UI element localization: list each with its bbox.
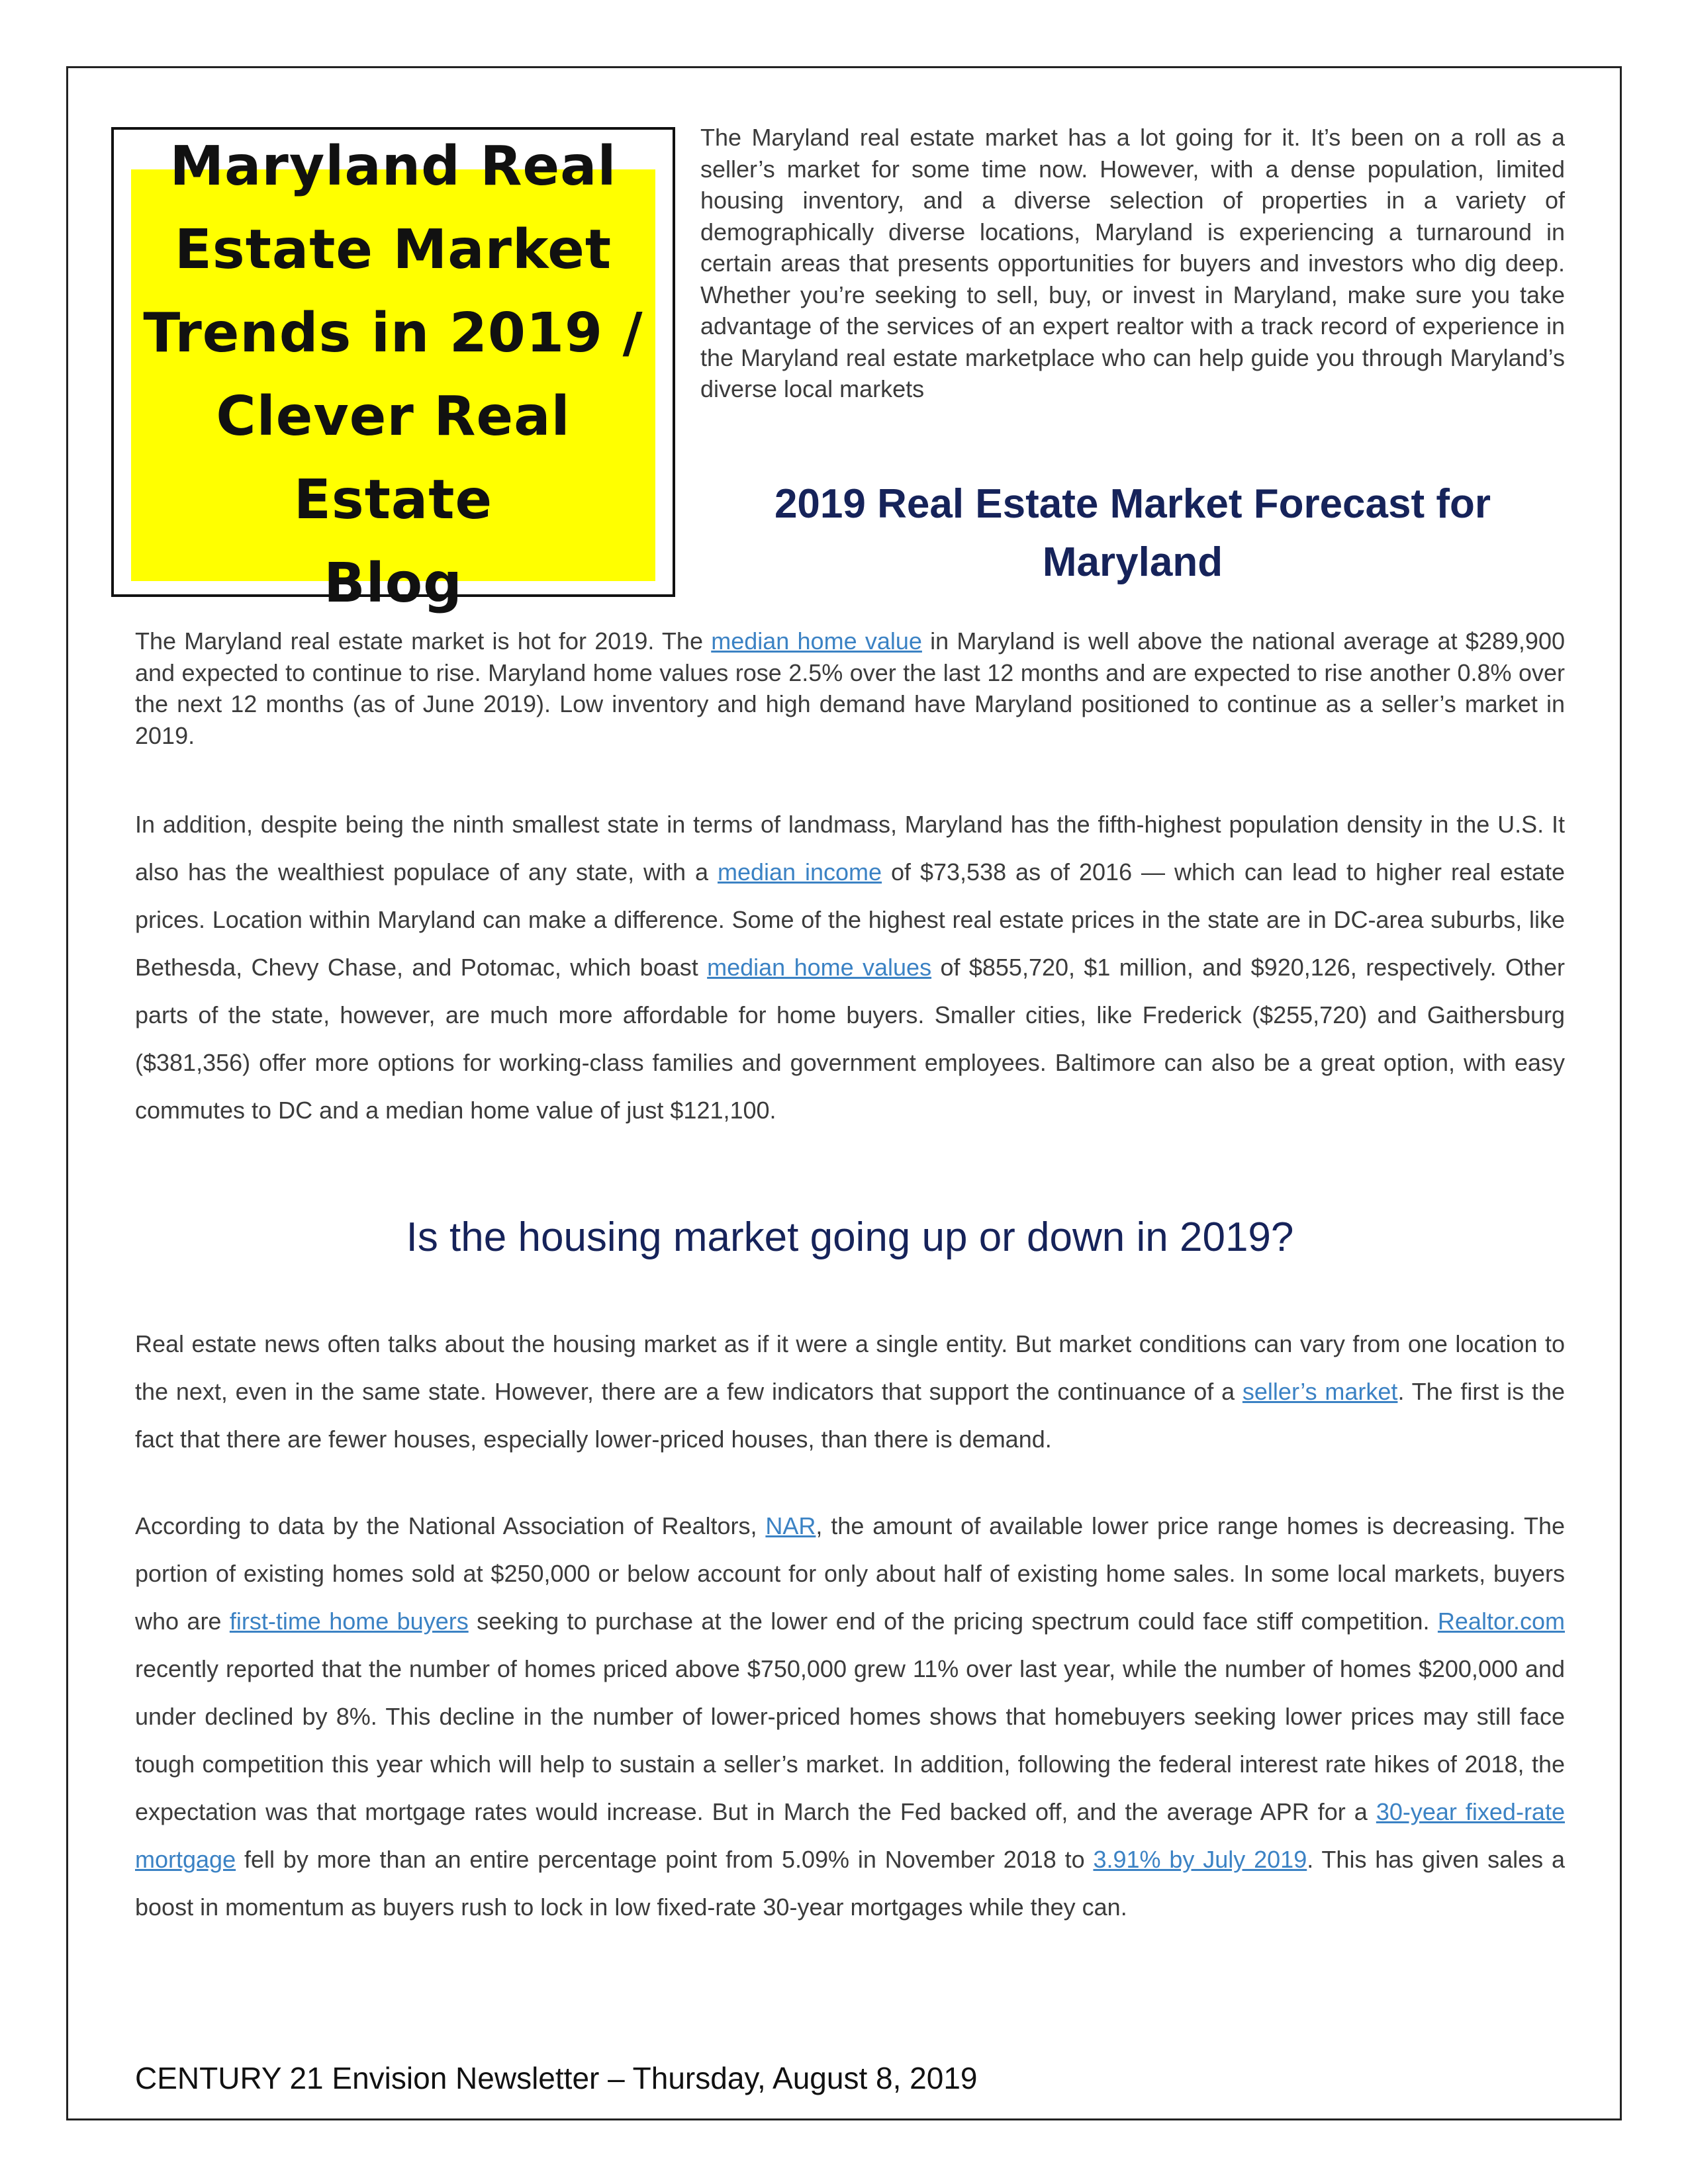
forecast-paragraph [135,625,1565,751]
intro-paragraph: The Maryland real estate market has a lot going for it. It’s been on a roll as a seller’s market for some time now. However, with a dense population, limited housing inventory, and a diverse selection of properties in a variety of demographically diverse locations, Maryland is experiencing a turnaround in certain areas that presents opportunities for buyers and investors who dig deep. Whether you’re seeking to sell, buy, or invest in Maryland, make sure you take advantage of the services of an expert realtor with a track record of experience in the Maryland real estate marketplace who can help guide you through Maryland’s diverse local markets [700,124,1565,402]
text-run: seeking to purchase at the lower end of the pricing spectrum could face stiff competition. [468,1608,1438,1635]
text-run: . The first is the fact that there are fewer houses, especially lower-priced houses, than there is demand. [135,1378,1566,1453]
housing-market-heading: Is the housing market going up or down in 2019? [406,1214,1294,1260]
fixed-rate-mortgage-link[interactable]: 30-year fixed-rate mortgage [135,1798,1565,1873]
text-run: . This has given sales a boost in momentum as buyers rush to lock in low fixed-rate 30-year mortgages while they can. [135,1846,1565,1921]
realtor-com-link[interactable]: Realtor.com [1437,1608,1565,1635]
forecast-heading-line: 2019 Real Estate Market Forecast for [774,481,1491,527]
text-run: The Maryland real estate market is hot for 2019. The [135,627,712,655]
newsletter-footer: CENTURY 21 Envision Newsletter – Thursday, August 8, 2019 [135,2061,978,2095]
median-income-link[interactable]: median income [717,858,882,886]
text-run: of $73,538 as of 2016 — which can lead to higher real estate prices. Location within Maryland can make a difference. Some of the highest real estate prices in the state are in DC-area suburbs, like Bethesda, Chevy Chase, and Potomac, which boast [135,858,1566,981]
median-home-values-link[interactable]: median home values [707,954,932,981]
text-run: In addition, despite being the ninth smallest state in terms of landmass, Maryland has the fifth-highest population density in the U.S. It also has the wealthiest populace of any state, with a [135,811,1565,886]
forecast-heading [700,475,1565,592]
population-paragraph [135,801,1565,1134]
text-run: According to data by the National Association of Realtors, [135,1512,766,1539]
first-time-home-buyers-link[interactable]: first-time home buyers [229,1608,469,1635]
title-box [111,127,675,615]
text-run: , the amount of available lower price range homes is decreasing. The portion of existing homes sold at $250,000 or below account for only about half of existing home sales. In some local markets, buyers who are [135,1512,1565,1635]
title-line: Trends in 2019 / [143,302,643,365]
title-highlight [131,135,655,615]
nar-link[interactable]: NAR [765,1512,816,1539]
title-line: Blog [324,552,463,615]
median-home-value-link[interactable]: median home value [711,627,922,655]
title-line: Maryland Real [169,135,617,198]
text-run: fell by more than an entire percentage point from 5.09% in November 2018 to [236,1846,1094,1873]
page-title [131,125,655,625]
apr-july-2019-link[interactable]: 3.91% by July 2019 [1093,1846,1307,1873]
sellers-market-link[interactable]: seller’s market [1242,1378,1398,1405]
title-line: Estate Market [174,218,612,281]
forecast-heading-line: Maryland [1042,539,1223,585]
text-run: Real estate news often talks about the housing market as if it were a single entity. But market conditions can vary from one location to the next, even in the same state. However, there are a few indicators that support the continuance of a [135,1330,1565,1405]
text-run: of $855,720, $1 million, and $920,126, respectively. Other parts of the state, however, are much more affordable for home buyers. Smaller cities, like Frederick ($255,720) and Gaithersburg ($381,356) offer more options for working-class families and government employees. Baltimore can also be a great option, with easy commutes to DC and a median home value of just $121,100. [135,954,1566,1124]
text-run: in Maryland is well above the national average at $289,900 and expected to continue to rise. Maryland home values rose 2.5% over the last 12 months and are expected to rise another 0.8% over the next 12 months (as of June 2019). Low inventory and high demand have Maryland positioned to continue as a seller’s market in 2019. [135,627,1565,749]
indicators-paragraph [135,1320,1565,1463]
title-line: Clever Real Estate [216,385,571,531]
text-run: recently reported that the number of homes priced above $750,000 grew 11% over last year, while the number of homes $200,000 and under declined by 8%. This decline in the number of lower-priced homes shows that homebuyers seeking lower prices may still face tough competition this year which will help to sustain a seller’s market. In addition, following the federal interest rate hikes of 2018, the expectation was that mortgage rates would increase. But in March the Fed backed off, and the average APR for a [135,1655,1565,1825]
nar-paragraph [135,1502,1565,1931]
